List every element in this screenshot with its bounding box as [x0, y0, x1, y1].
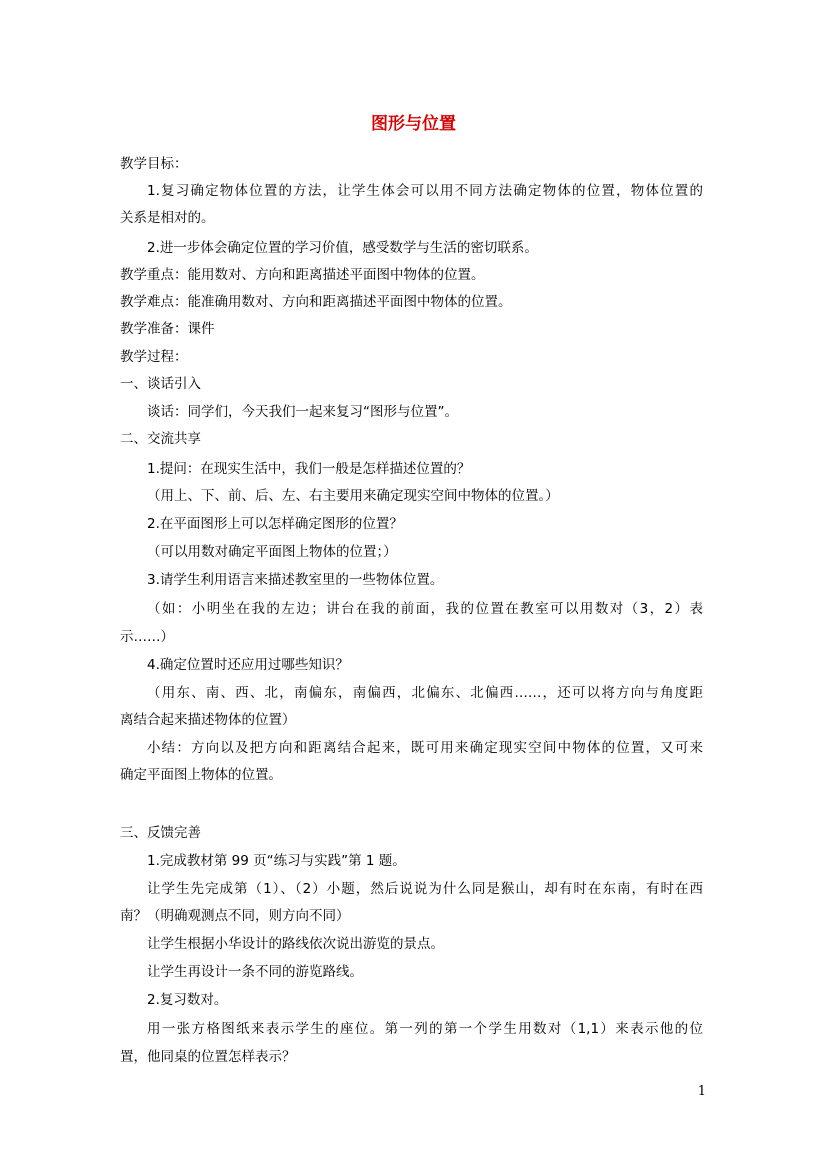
text-line: 用一张方格图纸来表示学生的座位。第一列的第一个学生用数对（1,1）来表示他的位 [147, 1021, 703, 1037]
text-line: 关系是相对的。 [120, 210, 215, 226]
text-line: 教学目标： [120, 156, 188, 172]
text-line: （可以用数对确定平面图上物体的位置；） [147, 544, 397, 560]
text-line: 1.完成教材第 99 页“练习与实践”第 1 题。 [147, 853, 406, 869]
text-line: 三、反馈完善 [120, 825, 201, 841]
text-line: 二、交流共享 [120, 431, 201, 447]
text-line: 谈话：同学们，今天我们一起来复习“图形与位置”。 [147, 404, 458, 420]
text-line: 教学重点：能用数对、方向和距离描述平面图中物体的位置。 [120, 267, 485, 283]
text-line: 教学过程： [120, 349, 188, 365]
text-line: 2.在平面图形上可以怎样确定图形的位置？ [147, 516, 403, 532]
document-title: 图形与位置 [371, 114, 456, 134]
text-line: 教学难点：能准确用数对、方向和距离描述平面图中物体的位置。 [120, 294, 512, 310]
text-line: 4.确定位置时还应用过哪些知识？ [147, 657, 349, 673]
text-line: 3.请学生利用语言来描述教室里的一些物体位置。 [147, 572, 444, 588]
text-line: 让学生再设计一条不同的游览路线。 [147, 964, 363, 980]
text-line: 1.提问：在现实生活中，我们一般是怎样描述位置的？ [147, 461, 471, 477]
text-line: 离结合起来描述物体的位置） [120, 712, 296, 728]
text-line: 南？（明确观测点不同，则方向不同） [120, 908, 350, 924]
text-line: 小结：方向以及把方向和距离结合起来，既可用来确定现实空间中物体的位置，又可来 [147, 740, 703, 756]
text-line: 置，他同桌的位置怎样表示？ [120, 1049, 296, 1065]
page-number: 1 [697, 1084, 706, 1099]
text-line: 一、谈话引入 [120, 376, 201, 392]
text-line: 让学生根据小华设计的路线依次说出游览的景点。 [147, 936, 444, 952]
text-line: 2.复习数对。 [147, 992, 228, 1008]
text-line: 2.进一步体会确定位置的学习价值，感受数学与生活的密切联系。 [147, 240, 538, 256]
text-line: （用上、下、前、后、左、右主要用来确定现实空间中物体的位置。） [147, 488, 559, 504]
text-line: 教学准备：课件 [120, 321, 215, 337]
text-line: （用东、南、西、北，南偏东，南偏西，北偏东、北偏西……，还可以将方向与角度距 [147, 685, 703, 701]
text-line: （如：小明坐在我的左边；讲台在我的前面，我的位置在教室可以用数对（3，2）表 [147, 601, 703, 617]
text-line: 1.复习确定物体位置的方法，让学生体会可以用不同方法确定物体的位置，物体位置的 [147, 183, 703, 199]
text-line: 让学生先完成第（1）、（2）小题，然后说说为什么同是猴山，却有时在东南，有时在西 [147, 881, 703, 897]
text-line: 示……） [120, 629, 174, 645]
text-line: 确定平面图上物体的位置。 [120, 767, 282, 783]
